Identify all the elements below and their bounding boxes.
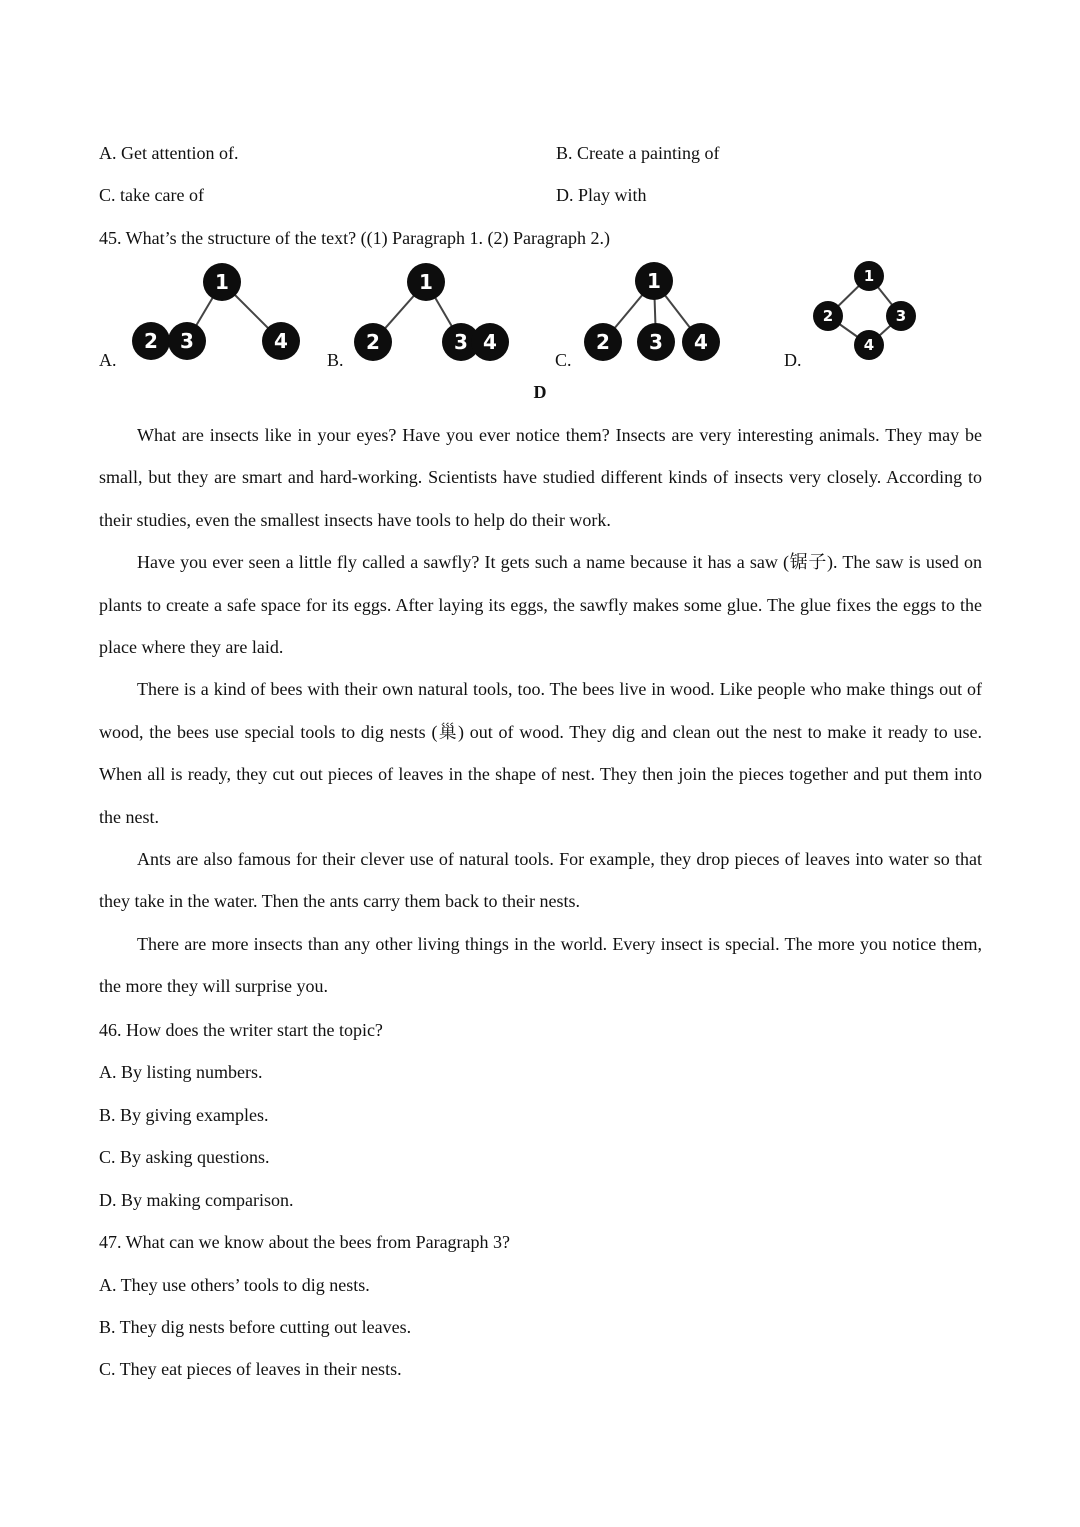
svg-text:3: 3 <box>180 329 194 353</box>
passage-paragraph-5: There are more insects than any other living things in the world. Every insect is special. The more you notice them, the more they will surprise you. <box>99 933 982 997</box>
svg-text:1: 1 <box>647 269 661 293</box>
svg-text:4: 4 <box>274 329 288 353</box>
svg-text:2: 2 <box>366 330 380 354</box>
question-47-option-a: A. They use others’ tools to dig nests. <box>99 1275 370 1295</box>
svg-text:2: 2 <box>596 330 610 354</box>
passage-body <box>99 414 982 1008</box>
option-a: A. Get attention of. <box>99 143 239 163</box>
svg-text:2: 2 <box>144 329 158 353</box>
svg-text:1: 1 <box>419 270 433 294</box>
svg-text:1: 1 <box>863 267 875 285</box>
svg-text:2: 2 <box>822 307 834 325</box>
diagram-d-node-3 <box>886 301 916 331</box>
diagram-b-node-2 <box>354 323 392 361</box>
svg-text:1: 1 <box>215 270 229 294</box>
diagram-d-node-2 <box>813 301 843 331</box>
diagram-d-node-1 <box>854 261 884 291</box>
diagram-a-node-4 <box>262 322 300 360</box>
svg-text:4: 4 <box>483 330 497 354</box>
passage-paragraph-1: What are insects like in your eyes? Have you ever notice them? Insects are very interesting animals. They may be small, but they are smart and hard-working. Scientists have studied different kinds of insects very closely. According to their studies, even the smallest insects have tools to help do their work. <box>99 425 982 530</box>
passage-heading: D <box>533 382 547 402</box>
question-45-stem: 45. What’s the structure of the text? ((1) Paragraph 1. (2) Paragraph 2.) <box>99 228 610 248</box>
question-46-stem: 46. How does the writer start the topic? <box>99 1020 383 1040</box>
svg-text:3: 3 <box>895 307 907 325</box>
diagram-a-node-1 <box>203 263 241 301</box>
diagram-b-label: B. <box>327 350 344 370</box>
diagram-c-node-3 <box>637 323 675 361</box>
diagram-b-node-1 <box>407 263 445 301</box>
diagram-a-label: A. <box>99 350 117 370</box>
diagram-b-node-4 <box>471 323 509 361</box>
question-46-option-b: B. By giving examples. <box>99 1105 269 1125</box>
option-d: D. Play with <box>556 185 647 205</box>
question-46-option-d: D. By making comparison. <box>99 1190 294 1210</box>
question-46-option-a: A. By listing numbers. <box>99 1062 263 1082</box>
diagram-a-node-2 <box>132 322 170 360</box>
passage-paragraph-2: Have you ever seen a little fly called a sawfly? It gets such a name because it has a saw (锯子). The saw is used on plants to create a safe space for its eggs. After laying its eggs, the sawfly makes some glue. The glue fixes the eggs to the place where they are laid. <box>99 552 982 658</box>
svg-text:4: 4 <box>863 336 875 354</box>
question-47-option-b: B. They dig nests before cutting out leaves. <box>99 1317 412 1337</box>
passage-paragraph-4: Ants are also famous for their clever use of natural tools. For example, they drop pieces of leaves into water so that they take in the water. Then the ants carry them back to their nests. <box>99 849 982 912</box>
diagram-c-node-4 <box>682 323 720 361</box>
svg-text:4: 4 <box>694 330 708 354</box>
diagram-d-label: D. <box>784 350 802 370</box>
svg-text:3: 3 <box>649 330 663 354</box>
option-c: C. take care of <box>99 185 204 205</box>
diagram-d-node-4 <box>854 330 884 360</box>
diagram-a-node-3 <box>168 322 206 360</box>
diagram-c-node-1 <box>635 262 673 300</box>
question-47-option-c: C. They eat pieces of leaves in their nests. <box>99 1359 402 1379</box>
diagram-c-node-2 <box>584 323 622 361</box>
diagram-c-label: C. <box>555 350 572 370</box>
option-b: B. Create a painting of <box>556 143 720 163</box>
svg-text:3: 3 <box>454 330 468 354</box>
passage-paragraph-3: There is a kind of bees with their own natural tools, too. The bees live in wood. Like people who make things out of wood, the bees use special tools to dig nests (巢) out of wood. They dig and clean out the nest to make it ready to use. When all is ready, they cut out pieces of leaves in the shape of nest. They then join the pieces together and put them into the nest. <box>99 679 982 827</box>
question-46-option-c: C. By asking questions. <box>99 1147 270 1167</box>
structure-diagram-a <box>0 0 1080 400</box>
question-47-stem: 47. What can we know about the bees from Paragraph 3? <box>99 1232 511 1252</box>
